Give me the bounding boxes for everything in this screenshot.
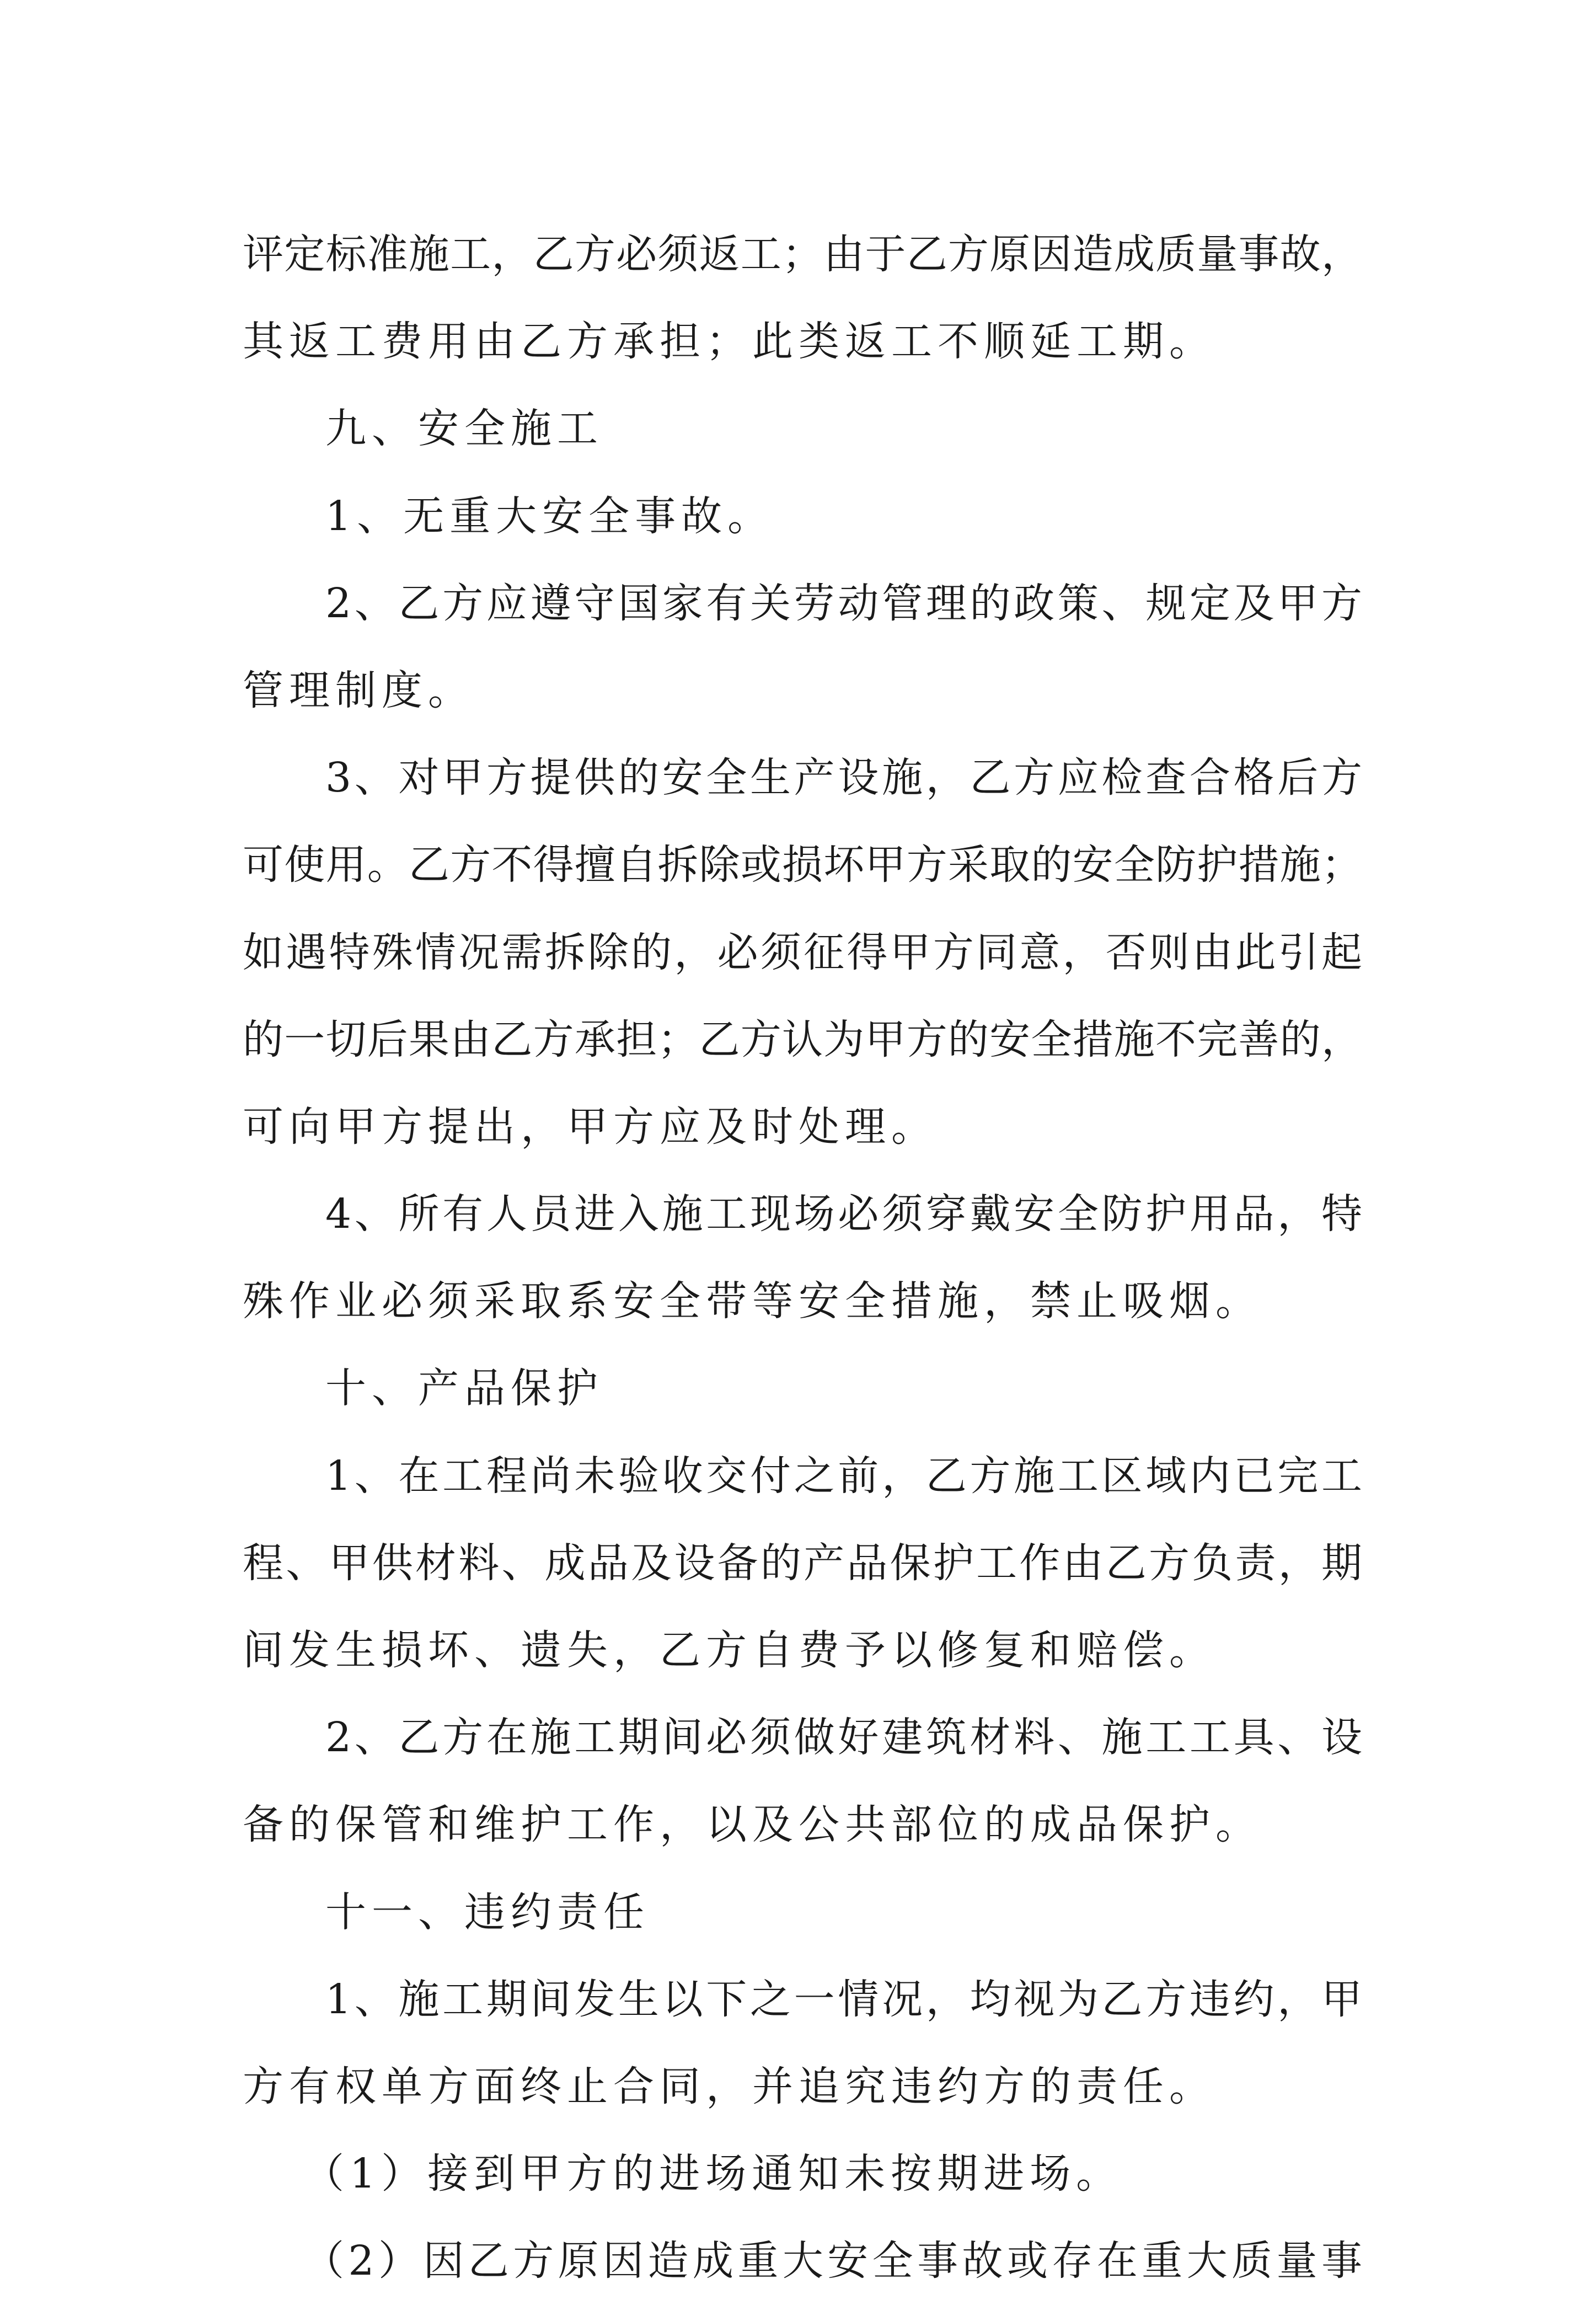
clause-line: 1、施工期间发生以下之一情况，均视为乙方违约，甲: [325, 1975, 1362, 2023]
sub-clause-line: （2）因乙方原因造成重大安全事故或存在重大质量事: [303, 2237, 1362, 2285]
clause-line: 4、所有人员进入施工现场必须穿戴安全防护用品，特: [325, 1190, 1362, 1238]
paragraph-line: 间发生损坏、遗失，乙方自费予以修复和赔偿。: [243, 1627, 1215, 1674]
clause-line: 2、乙方应遵守国家有关劳动管理的政策、规定及甲方: [325, 579, 1362, 627]
paragraph-line: 可使用。乙方不得擅自拆除或损坏甲方采取的安全防护措施；: [243, 841, 1362, 889]
clause-line: 1、在工程尚未验收交付之前，乙方施工区域内已完工: [325, 1452, 1362, 1500]
section-heading: 九、安全施工: [325, 405, 603, 453]
paragraph-line: 方有权单方面终止合同，并追究违约方的责任。: [243, 2062, 1215, 2110]
paragraph-line: 备的保管和维护工作，以及公共部位的成品保护。: [243, 1801, 1262, 1849]
section-heading: 十、产品保护: [325, 1365, 603, 1413]
paragraph-line: 管理制度。: [243, 666, 474, 714]
document-body: [243, 211, 1362, 2305]
clause-line: 3、对甲方提供的安全生产设施，乙方应检查合格后方: [325, 754, 1362, 802]
sub-clause-line: （1）接到甲方的进场通知未按期进场。: [303, 2150, 1123, 2198]
paragraph-line: 的一切后果由乙方承担；乙方认为甲方的安全措施不完善的，: [243, 1015, 1362, 1063]
paragraph-line: 其返工费用由乙方承担；此类返工不顺延工期。: [243, 318, 1215, 366]
section-heading: 十一、违约责任: [325, 1888, 650, 1936]
paragraph-line: 评定标准施工，乙方必须返工；由于乙方原因造成质量事故，: [243, 231, 1362, 278]
clause-line: 1、无重大安全事故。: [325, 492, 774, 540]
paragraph-line: 程、甲供材料、成品及设备的产品保护工作由乙方负责，期: [243, 1539, 1362, 1587]
paragraph-line: 如遇特殊情况需拆除的，必须征得甲方同意，否则由此引起: [243, 928, 1362, 976]
clause-line: 2、乙方在施工期间必须做好建筑材料、施工工具、设: [325, 1714, 1362, 1762]
paragraph-line: 可向甲方提出，甲方应及时处理。: [243, 1103, 938, 1151]
paragraph-line: 殊作业必须采取系安全带等安全措施，禁止吸烟。: [243, 1277, 1262, 1325]
